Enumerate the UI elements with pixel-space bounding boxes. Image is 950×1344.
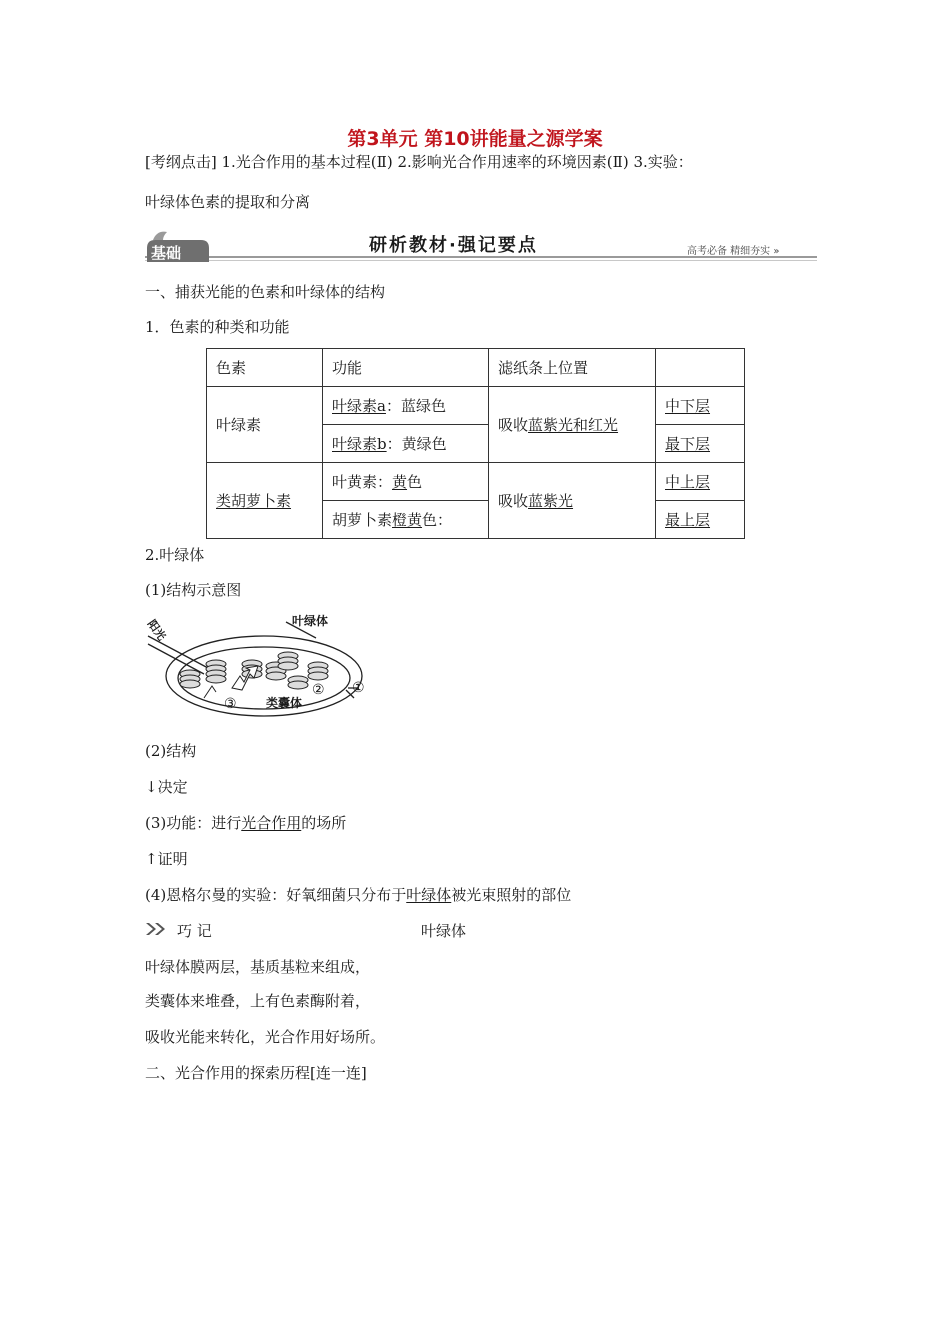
- function-underline: 光合作用: [241, 814, 302, 832]
- figure-marker-3: ③: [224, 696, 237, 712]
- table-cell: [323, 387, 489, 425]
- figure-label-thylakoid: 类囊体: [266, 696, 303, 710]
- memo-label: 巧 记: [177, 922, 212, 940]
- table-cell: [323, 501, 489, 539]
- engelmann-prefix: (4)恩格尔曼的实验：好氧细菌只分布于: [145, 886, 407, 904]
- pos-c: 最上层: [665, 511, 711, 529]
- memo-line: 吸收光能来转化，光合作用好场所。: [145, 1028, 386, 1046]
- banner-right: [687, 242, 780, 257]
- table-header: 色素: [207, 349, 323, 387]
- xanthophyll-suffix: 色: [407, 473, 423, 491]
- figure-marker-2: ②: [312, 682, 325, 698]
- table-row: [207, 463, 745, 501]
- structure-heading: (2)结构: [145, 742, 197, 760]
- carotenoid: 类胡萝卜素: [216, 492, 292, 510]
- table-cell: [207, 463, 323, 539]
- engelmann-underline: 叶绿体: [406, 886, 452, 904]
- chl-a-name: 叶绿素a: [332, 397, 386, 415]
- table-cell: [656, 463, 745, 501]
- banner-right-text: 高考必备 精细夯实: [687, 246, 771, 257]
- up-arrow-icon: ↑: [145, 850, 158, 868]
- absorb-prefix: 吸收: [498, 492, 529, 510]
- structure-diagram-caption: (1)结构示意图: [145, 581, 242, 599]
- table-cell: 叶绿素: [207, 387, 323, 463]
- table-cell: [656, 501, 745, 539]
- function-prefix: (3)功能：进行: [145, 814, 242, 832]
- banner-heading: 研析教材·强记要点: [369, 235, 538, 256]
- chloroplast-diagram: [146, 608, 376, 720]
- pos-b: 最下层: [665, 435, 711, 453]
- xanthophyll-prefix: 叶黄素：: [332, 473, 393, 491]
- function-line: [145, 813, 346, 833]
- decide-line: [145, 777, 188, 797]
- outline-items: 1.光合作用的基本过程(Ⅱ) 2.影响光合作用速率的环境因素(Ⅱ) 3.实验：: [221, 153, 693, 171]
- table-cell: [323, 463, 489, 501]
- absorb-chl: 蓝紫光和红光: [528, 416, 619, 434]
- figure-label-chloroplast: 叶绿体: [292, 614, 329, 628]
- down-arrow-icon: ↓: [145, 778, 158, 796]
- table-header: 滤纸条上位置: [489, 349, 656, 387]
- memo-title: 叶绿体: [421, 922, 467, 940]
- carotene-color: 橙黄: [392, 511, 423, 529]
- engelmann-line: [145, 885, 571, 905]
- memo-line: 类囊体来堆叠，上有色素酶附着，: [145, 992, 371, 1010]
- table-header: [656, 349, 745, 387]
- prove-line: [145, 849, 188, 869]
- decide-text: 决定: [157, 778, 188, 796]
- chl-a-color: ：蓝绿色: [385, 397, 446, 415]
- prove-text: 证明: [157, 850, 188, 868]
- pos-a: 中下层: [665, 397, 711, 415]
- chl-b-color: ：黄绿色: [386, 435, 447, 453]
- double-chevron-icon: [145, 921, 167, 935]
- outline-label: [考纲点击]: [145, 153, 217, 171]
- pigment-table: [206, 348, 745, 539]
- figure-marker-1: ①: [352, 680, 365, 696]
- table-cell: [656, 425, 745, 463]
- table-row: [207, 349, 745, 387]
- table-row: [207, 387, 745, 425]
- section2-heading: 二、光合作用的探索历程[连一连]: [145, 1064, 367, 1082]
- chl-b-name: 叶绿素b: [332, 435, 387, 453]
- section1-sub1: 1．色素的种类和功能: [145, 318, 290, 336]
- table-cell: [656, 387, 745, 425]
- table-cell: [323, 425, 489, 463]
- pos-x: 中上层: [665, 473, 711, 491]
- xanthophyll-color: 黄: [392, 473, 408, 491]
- function-suffix: 的场所: [301, 814, 347, 832]
- banner-chevron-icon: »: [773, 246, 780, 257]
- chloroplast-figure: [146, 608, 376, 720]
- table-header: 功能: [323, 349, 489, 387]
- absorb-car: 蓝紫光: [528, 492, 574, 510]
- outline-line: [145, 152, 693, 172]
- banner-badge: 基础: [151, 244, 182, 262]
- table-cell: [489, 387, 656, 463]
- absorb-prefix: 吸收: [498, 416, 529, 434]
- page-title: 第3单元 第10讲能量之源学案: [347, 128, 603, 150]
- table-cell: [489, 463, 656, 539]
- section1-heading: 一、捕获光能的色素和叶绿体的结构: [145, 283, 386, 301]
- engelmann-suffix: 被光束照射的部位: [451, 886, 572, 904]
- section1-sub2: 2.叶绿体: [145, 546, 205, 564]
- carotene-suffix: 色：: [422, 511, 453, 529]
- memo-line: 叶绿体膜两层，基质基粒来组成，: [145, 958, 371, 976]
- carotene-prefix: 胡萝卜素: [332, 511, 393, 529]
- section-banner: [145, 226, 817, 268]
- outline-line2: 叶绿体色素的提取和分离: [145, 193, 311, 211]
- figure-label-light: 阳光: [144, 617, 169, 644]
